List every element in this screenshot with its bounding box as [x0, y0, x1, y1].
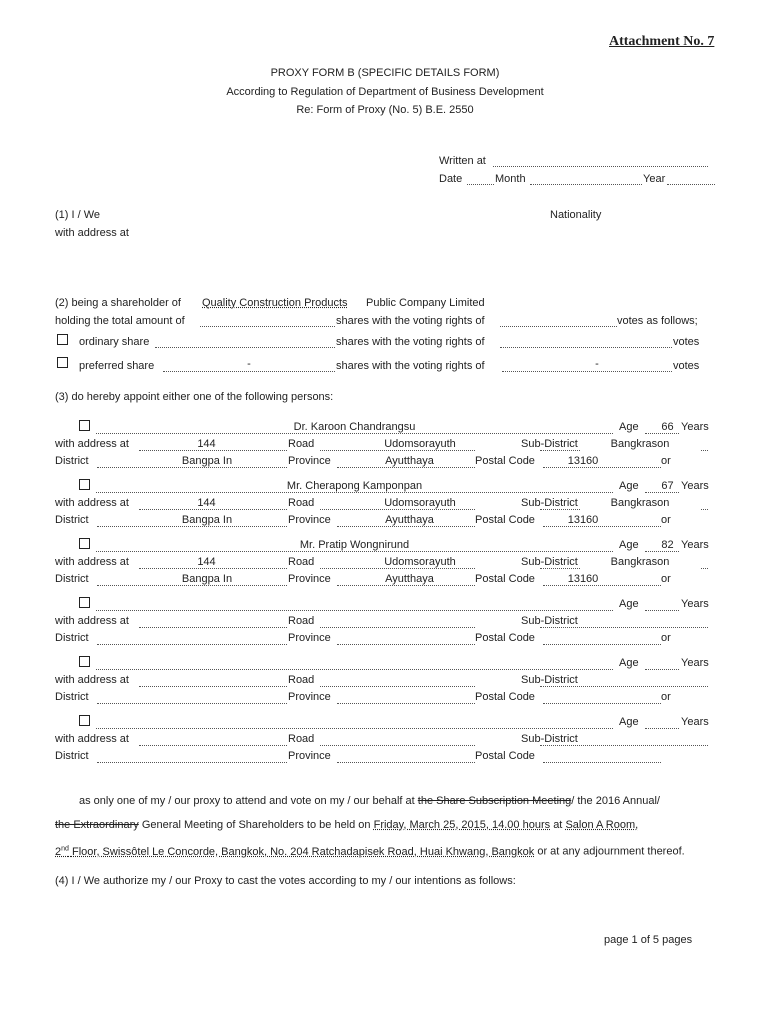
postal-label: Postal Code — [475, 455, 535, 467]
sub-district-field[interactable] — [540, 616, 708, 628]
sub-district-field[interactable] — [540, 675, 708, 687]
sub-district-label: Sub-District — [521, 733, 578, 745]
age-label: Age — [619, 539, 639, 551]
section4-text: (4) I / We authorize my / our Proxy to cast the votes according to my / our intentions as follows: — [55, 875, 516, 887]
written-at-label: Written at — [439, 155, 486, 167]
proxy-name-field[interactable] — [96, 658, 613, 670]
nationality-label: Nationality — [550, 209, 602, 221]
preferred-shares-value: - — [247, 358, 251, 370]
sub-district-label: Sub-District — [521, 674, 578, 686]
road-label: Road — [288, 674, 315, 686]
address-field[interactable] — [139, 675, 287, 687]
meeting-strike-2: the Extraordinary — [55, 819, 139, 831]
proxy-province: Ayutthaya — [385, 573, 434, 585]
proxy-checkbox[interactable] — [79, 538, 90, 549]
month-label: Month — [495, 173, 526, 185]
years-label: Years — [681, 539, 709, 551]
years-label: Years — [681, 598, 709, 610]
address-field[interactable] — [139, 734, 287, 746]
proxy-name-field[interactable] — [96, 599, 613, 611]
district-label: District — [55, 632, 89, 644]
age-field[interactable] — [645, 658, 679, 670]
date-field[interactable] — [467, 173, 494, 185]
or-label: or — [661, 455, 671, 467]
proxy-subdistrict: Bangkrason — [580, 437, 700, 451]
road-label: Road — [288, 497, 315, 509]
years-label: Years — [681, 480, 709, 492]
district-field[interactable] — [97, 692, 287, 704]
age-field[interactable] — [645, 717, 679, 729]
proxy-province: Ayutthaya — [385, 455, 434, 467]
or-label: or — [661, 514, 671, 526]
proxy-postal: 13160 — [567, 455, 599, 467]
meeting-line-2 — [55, 818, 638, 832]
with-address-label: with address at — [55, 615, 129, 627]
proxy-province: Ayutthaya — [385, 514, 434, 526]
ordinary-share-checkbox[interactable] — [57, 334, 68, 345]
meeting-line-1 — [79, 794, 660, 808]
road-label: Road — [288, 615, 315, 627]
proxy-address: 144 — [197, 497, 216, 509]
section1-i-we: (1) I / We — [55, 209, 101, 221]
month-field[interactable] — [530, 173, 642, 185]
sub-district-label: Sub-District — [521, 438, 578, 450]
meeting-text-5: or at any adjournment thereof. — [537, 845, 685, 858]
postal-label: Postal Code — [475, 632, 535, 644]
address-field[interactable] — [139, 616, 287, 628]
proxy-checkbox[interactable] — [79, 420, 90, 431]
year-label: Year — [643, 173, 666, 185]
road-label: Road — [288, 556, 315, 568]
ordinary-share-label: ordinary share — [79, 336, 150, 348]
preferred-votes-value: - — [595, 358, 599, 370]
age-label: Age — [619, 598, 639, 610]
district-label: District — [55, 514, 89, 526]
venue-text: Floor, Swissôtel Le Concorde, Bangkok, No. 204 Ratchadapisek Road, Huai Khwang, Bangkok — [71, 845, 535, 858]
section3-intro: (3) do hereby appoint either one of the following persons: — [55, 391, 334, 403]
year-field[interactable] — [667, 173, 715, 185]
form-title: PROXY FORM B (SPECIFIC DETAILS FORM) — [270, 67, 500, 79]
district-field[interactable] — [97, 633, 287, 645]
meeting-text-2: / the 2016 Annual/ — [571, 795, 660, 807]
total-shares-field[interactable] — [200, 315, 335, 327]
province-field[interactable] — [337, 633, 475, 645]
preferred-voting-label: shares with the voting rights of — [336, 360, 485, 372]
page-number: page 1 of 5 pages — [604, 934, 693, 946]
district-label: District — [55, 573, 89, 585]
section2-prefix: (2) being a shareholder of — [55, 297, 181, 309]
address-label: with address at — [55, 227, 129, 239]
district-field[interactable] — [97, 751, 287, 763]
with-address-label: with address at — [55, 438, 129, 450]
proxy-road: Udomsorayuth — [384, 497, 456, 509]
or-label: or — [661, 632, 671, 644]
meeting-venue — [55, 846, 534, 858]
company-suffix: Public Company Limited — [366, 297, 485, 309]
province-field[interactable] — [337, 692, 475, 704]
floor-sup: nd — [61, 845, 69, 852]
proxy-checkbox[interactable] — [79, 479, 90, 490]
road-label: Road — [288, 438, 315, 450]
province-label: Province — [288, 632, 331, 644]
ordinary-voting-label: shares with the voting rights of — [336, 336, 485, 348]
votes-follows-label: votes as follows; — [617, 315, 698, 327]
meeting-room: Salon A Room, — [565, 819, 639, 831]
form-reference: Re: Form of Proxy (No. 5) B.E. 2550 — [296, 104, 474, 116]
postal-label: Postal Code — [475, 691, 535, 703]
with-address-label: with address at — [55, 733, 129, 745]
proxy-subdistrict: Bangkrason — [580, 555, 700, 569]
total-votes-field[interactable] — [500, 315, 617, 327]
proxy-road: Udomsorayuth — [384, 556, 456, 568]
meeting-text-1: as only one of my / our proxy to attend and vote on my / our behalf at — [79, 795, 415, 807]
years-label: Years — [681, 421, 709, 433]
preferred-votes-label: votes — [673, 360, 700, 372]
proxy-name: Dr. Karoon Chandrangsu — [293, 421, 416, 433]
or-label: or — [661, 573, 671, 585]
proxy-district: Bangpa In — [181, 455, 233, 467]
attachment-label: Attachment No. 7 — [609, 34, 715, 49]
age-label: Age — [619, 716, 639, 728]
postal-field[interactable] — [543, 692, 661, 704]
written-at-field[interactable] — [493, 155, 708, 167]
province-field[interactable] — [337, 751, 475, 763]
company-name: Quality Construction Products — [202, 297, 348, 309]
ordinary-votes-field[interactable] — [500, 336, 672, 348]
with-address-label: with address at — [55, 497, 129, 509]
proxy-age: 66 — [661, 421, 674, 433]
postal-field[interactable] — [543, 633, 661, 645]
meeting-line-3 — [55, 842, 685, 859]
preferred-share-label: preferred share — [79, 360, 155, 372]
proxy-age: 82 — [661, 539, 674, 551]
proxy-address: 144 — [197, 438, 216, 450]
meeting-text-4: at — [553, 819, 563, 831]
proxy-postal: 13160 — [567, 573, 599, 585]
meeting-text-3: General Meeting of Shareholders to be held on — [141, 819, 371, 831]
shares-voting-label: shares with the voting rights of — [336, 315, 485, 327]
proxy-postal: 13160 — [567, 514, 599, 526]
proxy-checkbox[interactable] — [79, 656, 90, 667]
age-label: Age — [619, 480, 639, 492]
proxy-subdistrict: Bangkrason — [580, 496, 700, 510]
postal-label: Postal Code — [475, 573, 535, 585]
form-subtitle: According to Regulation of Department of Business Development — [226, 86, 544, 98]
meeting-strike-1: the Share Subscription Meeting — [417, 795, 572, 807]
age-label: Age — [619, 421, 639, 433]
road-field[interactable] — [320, 734, 475, 746]
province-label: Province — [288, 573, 331, 585]
province-label: Province — [288, 514, 331, 526]
proxy-name: Mr. Cherapong Kamponpan — [286, 480, 423, 492]
postal-field[interactable] — [543, 751, 661, 763]
sub-district-field[interactable] — [540, 734, 708, 746]
sub-district-label: Sub-District — [521, 556, 578, 568]
district-label: District — [55, 455, 89, 467]
proxy-checkbox[interactable] — [79, 597, 90, 608]
sub-district-label: Sub-District — [521, 497, 578, 509]
proxy-checkbox[interactable] — [79, 715, 90, 726]
road-field[interactable] — [320, 675, 475, 687]
proxy-district: Bangpa In — [181, 514, 233, 526]
with-address-label: with address at — [55, 556, 129, 568]
proxy-district: Bangpa In — [181, 573, 233, 585]
years-label: Years — [681, 716, 709, 728]
postal-label: Postal Code — [475, 514, 535, 526]
district-label: District — [55, 750, 89, 762]
holding-label: holding the total amount of — [55, 315, 185, 327]
preferred-share-checkbox[interactable] — [57, 357, 68, 368]
age-label: Age — [619, 657, 639, 669]
age-field[interactable] — [645, 599, 679, 611]
meeting-date: Friday, March 25, 2015, 14.00 hours — [373, 819, 551, 831]
sub-district-label: Sub-District — [521, 615, 578, 627]
road-field[interactable] — [320, 616, 475, 628]
province-label: Province — [288, 750, 331, 762]
province-label: Province — [288, 691, 331, 703]
proxy-road: Udomsorayuth — [384, 438, 456, 450]
ordinary-votes-label: votes — [673, 336, 700, 348]
or-label: or — [661, 691, 671, 703]
ordinary-shares-field[interactable] — [155, 336, 335, 348]
proxy-age: 67 — [661, 480, 674, 492]
floor-number: 2 — [55, 845, 62, 858]
with-address-label: with address at — [55, 674, 129, 686]
province-label: Province — [288, 455, 331, 467]
proxy-name: Mr. Pratip Wongnirund — [299, 539, 410, 551]
date-label: Date — [439, 173, 463, 185]
proxy-name-field[interactable] — [96, 717, 613, 729]
years-label: Years — [681, 657, 709, 669]
postal-label: Postal Code — [475, 750, 535, 762]
proxy-address: 144 — [197, 556, 216, 568]
road-label: Road — [288, 733, 315, 745]
district-label: District — [55, 691, 89, 703]
